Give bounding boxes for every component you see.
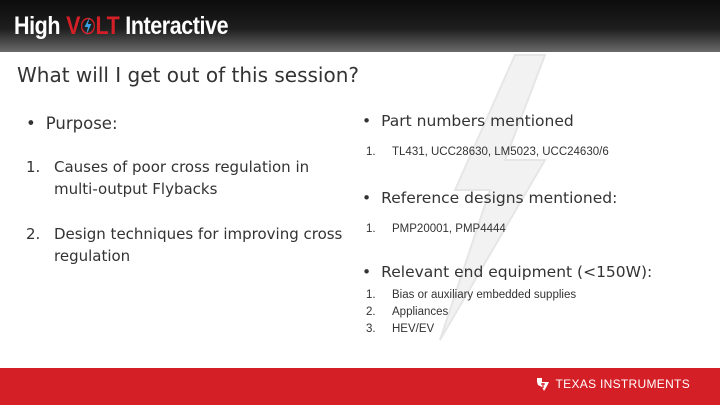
bullet-dot: • bbox=[362, 263, 372, 281]
lightning-bolt-icon bbox=[81, 15, 95, 37]
list-item bbox=[362, 321, 712, 338]
reference-designs-heading: Reference designs mentioned: bbox=[381, 189, 618, 207]
bullet-dot: • bbox=[26, 114, 36, 133]
purpose-list bbox=[26, 156, 346, 267]
purpose-bullet bbox=[26, 114, 346, 133]
list-item bbox=[362, 221, 712, 238]
texas-state-icon bbox=[535, 376, 551, 392]
purpose-heading: Purpose: bbox=[45, 114, 118, 133]
equipment-heading: Relevant end equipment (<150W): bbox=[381, 263, 653, 281]
texas-instruments-logo bbox=[535, 376, 690, 392]
footer-bar bbox=[0, 368, 720, 405]
header-bar bbox=[0, 0, 720, 52]
brand-interactive: Interactive bbox=[125, 11, 229, 40]
texas-instruments-wordmark: TEXAS INSTRUMENTS bbox=[555, 377, 690, 391]
list-item-number: 3. bbox=[366, 323, 376, 335]
list-item bbox=[26, 223, 346, 267]
list-item-number: 2. bbox=[26, 225, 41, 243]
equipment-bullet bbox=[362, 263, 712, 281]
list-item bbox=[362, 304, 712, 321]
bullet-dot: • bbox=[362, 112, 372, 130]
brand-lt: LT bbox=[95, 11, 120, 40]
list-item-number: 2. bbox=[366, 306, 376, 318]
list-item-text: Bias or auxiliary embedded supplies bbox=[392, 289, 577, 301]
list-item bbox=[26, 156, 346, 200]
list-item-text: PMP20001, PMP4444 bbox=[392, 223, 506, 235]
list-item-text: TL431, UCC28630, LM5023, UCC24630/6 bbox=[392, 146, 609, 158]
list-item-text: Causes of poor cross regulation in multi-output Flybacks bbox=[54, 158, 310, 198]
list-item bbox=[362, 144, 712, 161]
brand-logo bbox=[14, 11, 228, 41]
part-numbers-heading: Part numbers mentioned bbox=[381, 112, 574, 130]
bullet-dot: • bbox=[362, 189, 372, 207]
list-item-number: 1. bbox=[366, 146, 376, 158]
list-item-number: 1. bbox=[366, 223, 376, 235]
list-item-text: Appliances bbox=[392, 306, 449, 318]
list-item-number: 1. bbox=[366, 289, 376, 301]
left-column bbox=[26, 114, 346, 290]
slide-title: What will I get out of this session? bbox=[17, 63, 359, 87]
list-item-text: HEV/EV bbox=[392, 323, 435, 335]
reference-designs-bullet bbox=[362, 189, 712, 207]
brand-high: High bbox=[14, 11, 61, 40]
list-item bbox=[362, 287, 712, 304]
list-item-number: 1. bbox=[26, 158, 41, 176]
part-numbers-bullet bbox=[362, 112, 712, 130]
list-item-text: Design techniques for improving cross regulation bbox=[54, 225, 343, 265]
brand-v: V bbox=[66, 11, 80, 40]
right-column bbox=[362, 112, 712, 338]
